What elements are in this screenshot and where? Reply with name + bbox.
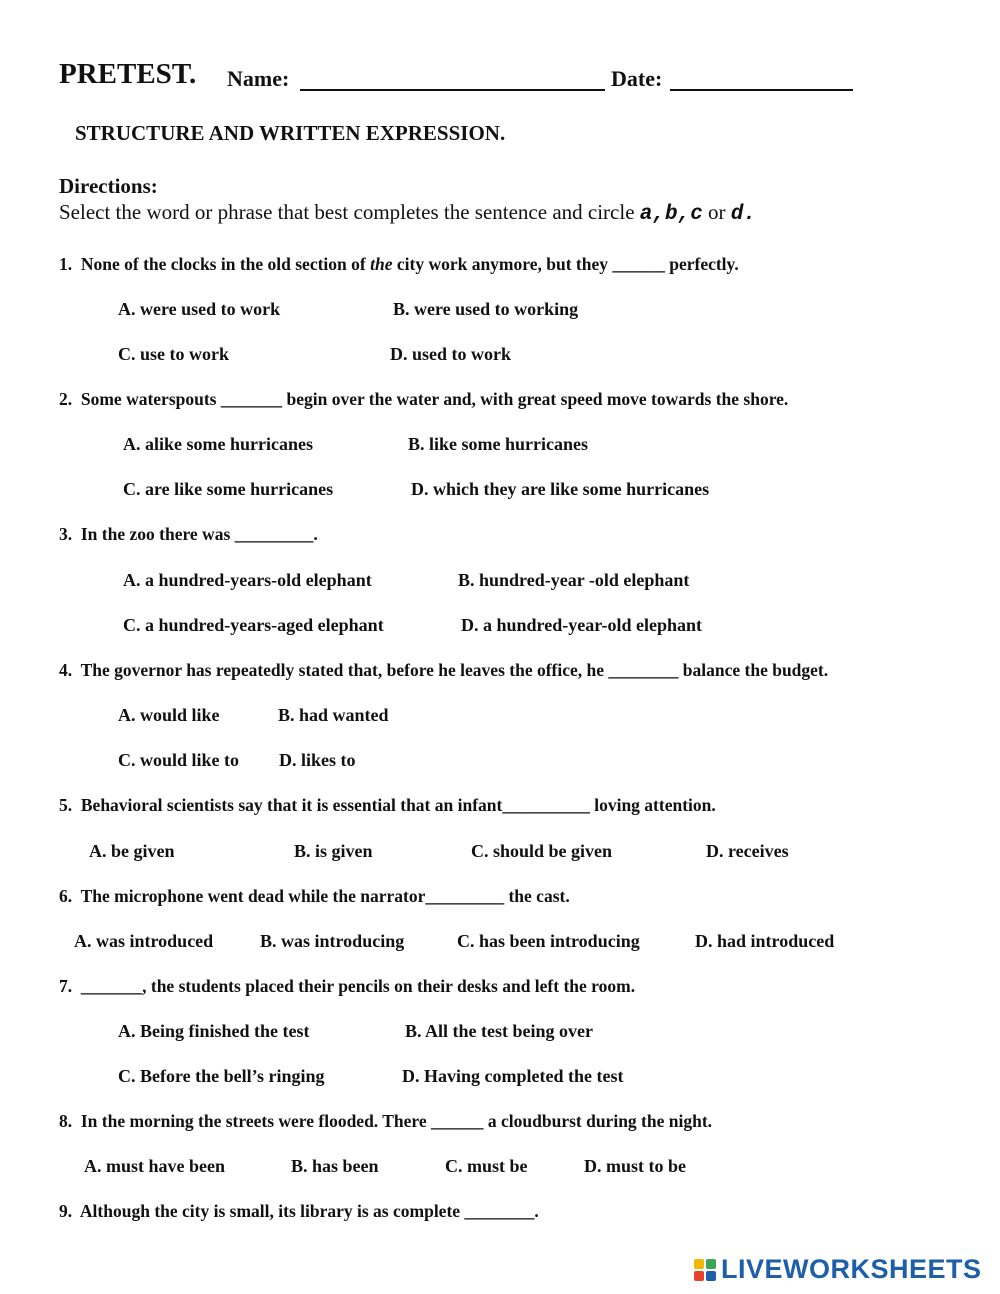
q3-option-a[interactable]: A. a hundred-years-old elephant: [123, 570, 372, 590]
q2-option-c[interactable]: C. are like some hurricanes: [123, 479, 334, 499]
question-text: Behavioral scientists say that it is essential that an infant__________ loving attention.: [80, 795, 716, 815]
q2-option-d[interactable]: D. which they are like some hurricanes: [411, 479, 710, 499]
question-number: 1.: [59, 254, 73, 274]
q8-option-c[interactable]: C. must be: [445, 1156, 528, 1176]
logo-squares-icon: [694, 1259, 716, 1281]
q3-option-c[interactable]: C. a hundred-years-aged elephant: [123, 615, 384, 635]
directions-letter-d: d.: [730, 203, 757, 226]
section-title: STRUCTURE AND WRITTEN EXPRESSION.: [75, 121, 506, 145]
q8-option-d[interactable]: D. must to be: [584, 1156, 686, 1176]
question-6: [59, 886, 570, 907]
question-text: _______, the students placed their pencils on their desks and left the room.: [80, 976, 636, 996]
q1-option-b[interactable]: B. were used to working: [393, 299, 579, 319]
question-number: 8.: [59, 1111, 73, 1131]
question-9: [59, 1201, 539, 1222]
q3-option-b[interactable]: B. hundred-year -old elephant: [458, 570, 690, 590]
name-label: Name:: [227, 66, 290, 91]
question-text: The microphone went dead while the narrator_________ the cast.: [80, 886, 570, 906]
worksheet-title: PRETEST.: [59, 58, 197, 90]
q6-option-d[interactable]: D. had introduced: [695, 931, 835, 951]
question-number: 2.: [59, 389, 73, 409]
question-1: [59, 254, 739, 275]
q7-option-d[interactable]: D. Having completed the test: [402, 1066, 624, 1086]
q5-option-c[interactable]: C. should be given: [471, 841, 613, 861]
question-2: [59, 389, 788, 410]
question-number: 7.: [59, 976, 73, 996]
question-text: The governor has repeatedly stated that, before he leaves the office, he ________ balance the budget.: [80, 660, 829, 680]
q4-option-b[interactable]: B. had wanted: [278, 705, 389, 725]
q7-option-b[interactable]: B. All the test being over: [405, 1021, 593, 1041]
question-text: In the zoo there was _________.: [80, 524, 318, 544]
q2-option-a[interactable]: A. alike some hurricanes: [123, 434, 313, 454]
q6-option-a[interactable]: A. was introduced: [74, 931, 214, 951]
directions-text: [59, 200, 756, 226]
date-label: Date:: [611, 66, 663, 91]
q7-option-c[interactable]: C. Before the bell’s ringing: [118, 1066, 325, 1086]
q4-option-d[interactable]: D. likes to: [279, 750, 356, 770]
logo-text: LIVEWORKSHEETS: [721, 1254, 982, 1284]
question-number: 5.: [59, 795, 73, 815]
question-4: [59, 660, 828, 681]
q8-option-a[interactable]: A. must have been: [84, 1156, 226, 1176]
q6-option-b[interactable]: B. was introducing: [260, 931, 405, 951]
question-number: 4.: [59, 660, 73, 680]
q7-option-a[interactable]: A. Being finished the test: [118, 1021, 310, 1041]
q5-option-a[interactable]: A. be given: [89, 841, 175, 861]
question-text: None of the clocks in the old section of: [80, 254, 366, 274]
q1-option-c[interactable]: C. use to work: [118, 344, 229, 364]
question-3: [59, 524, 318, 545]
q4-option-c[interactable]: C. would like to: [118, 750, 240, 770]
question-7: [59, 976, 635, 997]
q1-option-a[interactable]: A. were used to work: [118, 299, 281, 319]
q5-option-b[interactable]: B. is given: [294, 841, 373, 861]
question-text-italic: the: [370, 254, 393, 274]
q1-option-d[interactable]: D. used to work: [390, 344, 512, 364]
date-blank[interactable]: [670, 89, 853, 91]
q8-option-b[interactable]: B. has been: [291, 1156, 379, 1176]
directions-letters-abc: a,b,c: [639, 203, 703, 226]
question-text: Some waterspouts _______ begin over the water and, with great speed move towards the shore.: [80, 389, 789, 409]
question-text: In the morning the streets were flooded. There ______ a cloudburst during the night.: [80, 1111, 713, 1131]
name-blank[interactable]: [300, 89, 605, 91]
question-text: city work anymore, but they ______ perfectly.: [396, 254, 739, 274]
question-number: 3.: [59, 524, 73, 544]
question-8: [59, 1111, 712, 1132]
q4-option-a[interactable]: A. would like: [118, 705, 220, 725]
directions-or: or: [708, 200, 726, 224]
directions-label: Directions:: [59, 174, 158, 198]
q6-option-c[interactable]: C. has been introducing: [457, 931, 640, 951]
directions-main: Select the word or phrase that best completes the sentence and circle: [59, 200, 635, 224]
liveworksheets-logo: [694, 1254, 982, 1285]
question-number: 6.: [59, 886, 73, 906]
q5-option-d[interactable]: D. receives: [706, 841, 789, 861]
question-5: [59, 795, 716, 816]
question-number: 9.: [59, 1201, 73, 1221]
q2-option-b[interactable]: B. like some hurricanes: [408, 434, 588, 454]
question-text: Although the city is small, its library is as complete ________.: [79, 1201, 539, 1221]
q3-option-d[interactable]: D. a hundred-year-old elephant: [461, 615, 703, 635]
